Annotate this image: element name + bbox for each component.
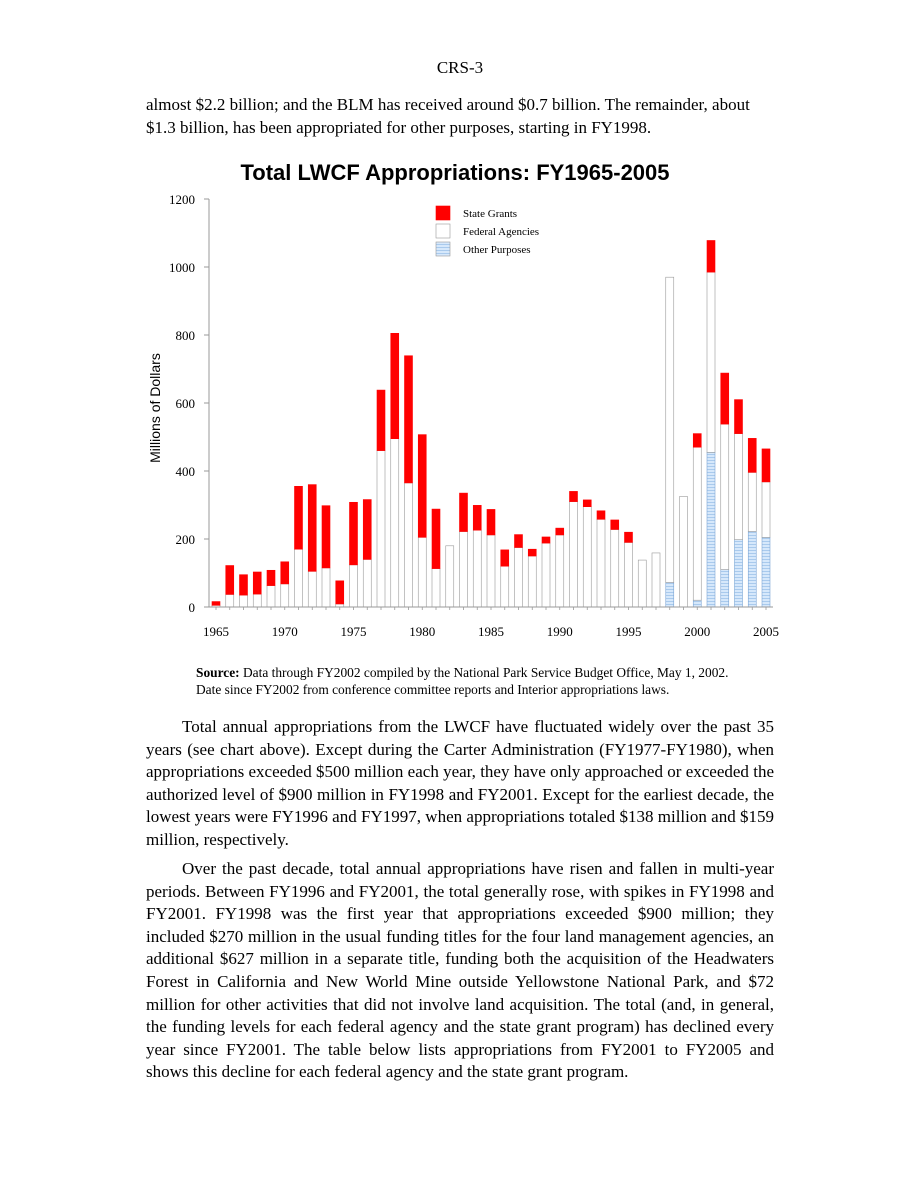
bar-federal-agencies-1992 bbox=[583, 507, 591, 607]
bar-state-grants-2003 bbox=[735, 400, 743, 434]
bar-other-purposes-2005 bbox=[762, 537, 770, 607]
bar-state-grants-1995 bbox=[625, 532, 633, 542]
bar-state-grants-1984 bbox=[473, 505, 481, 530]
y-tick-label: 200 bbox=[175, 532, 195, 547]
bar-federal-agencies-1979 bbox=[405, 483, 413, 607]
bar-state-grants-1990 bbox=[556, 528, 564, 535]
intro-paragraph: almost $2.2 billion; and the BLM has received around $0.7 billion. The remainder, about $1.3 billion, has been appropriated for other purposes, starting in FY1998. bbox=[146, 95, 750, 137]
chart-title: Total LWCF Appropriations: FY1965-2005 bbox=[240, 160, 670, 185]
bar-federal-agencies-1986 bbox=[501, 566, 509, 607]
bar-federal-agencies-1969 bbox=[267, 586, 275, 607]
bar-state-grants-2000 bbox=[693, 434, 701, 448]
bar-federal-agencies-1970 bbox=[281, 584, 289, 607]
bar-state-grants-1973 bbox=[322, 506, 330, 568]
bar-state-grants-1974 bbox=[336, 581, 344, 604]
x-tick-label: 1985 bbox=[478, 624, 504, 639]
bar-other-purposes-2003 bbox=[735, 540, 743, 607]
x-tick-label: 1965 bbox=[203, 624, 229, 639]
bar-state-grants-1969 bbox=[267, 570, 275, 585]
x-tick-label: 1995 bbox=[615, 624, 642, 639]
bar-state-grants-1992 bbox=[583, 500, 591, 507]
bar-federal-agencies-1982 bbox=[446, 546, 454, 607]
body-paragraph-1: Total annual appropriations from the LWCF have fluctuated widely over the past 35 years (see chart above). Except during the Carter Administration (FY1977-FY1980), when appropriations exceeded $500 million each year, they have only approached or exceeded the authorized level of $900 million in FY1998 and FY2001. Except for the earliest decade, the lowest years were FY1996 and FY1997, when appropriations totaled $138 million and $159 million, respectively. bbox=[146, 717, 774, 849]
bar-state-grants-1975 bbox=[350, 502, 358, 565]
bar-federal-agencies-2002 bbox=[721, 424, 729, 570]
bar-federal-agencies-1975 bbox=[350, 565, 358, 607]
bar-federal-agencies-2000 bbox=[693, 447, 701, 600]
bar-federal-agencies-1978 bbox=[391, 439, 399, 607]
x-tick-label: 1980 bbox=[409, 624, 436, 639]
y-tick-label: 1200 bbox=[169, 192, 195, 207]
bar-federal-agencies-1989 bbox=[542, 543, 550, 607]
bar-federal-agencies-1994 bbox=[611, 529, 619, 607]
legend-label-other-purposes: Other Purposes bbox=[463, 244, 531, 256]
x-tick-label: 1970 bbox=[271, 624, 298, 639]
y-tick-label: 800 bbox=[175, 328, 195, 343]
bar-state-grants-1985 bbox=[487, 509, 495, 535]
bar-federal-agencies-1998 bbox=[666, 277, 674, 582]
legend-swatch-state-grants bbox=[436, 206, 450, 220]
bar-state-grants-1981 bbox=[432, 509, 440, 568]
bar-state-grants-1989 bbox=[542, 537, 550, 543]
bar-state-grants-1986 bbox=[501, 550, 509, 566]
chart-source-note bbox=[196, 664, 756, 698]
page-header: CRS-3 bbox=[436, 58, 484, 77]
legend-label-state-grants: State Grants bbox=[463, 208, 518, 220]
bar-federal-agencies-1968 bbox=[253, 594, 261, 607]
bar-federal-agencies-1966 bbox=[226, 594, 234, 607]
source-label: Source: bbox=[196, 665, 240, 680]
bar-federal-agencies-1984 bbox=[473, 530, 481, 607]
bar-state-grants-1993 bbox=[597, 511, 605, 520]
x-tick-label: 2005 bbox=[753, 624, 779, 639]
bar-federal-agencies-1976 bbox=[363, 559, 371, 607]
bar-federal-agencies-2003 bbox=[735, 434, 743, 540]
body-paragraph-2: Over the past decade, total annual appropriations have risen and fallen in multi-year periods. Between FY1996 and FY2001, the total generally rose, with spikes in FY1998 and FY2001. FY1998 was the first year that appropriations exceeded $900 million; they included $270 million in the usual funding titles for the four land management agencies, an additional $627 million in a separate title, funding both the acquisition of the Headwaters Forest in California and New World Mine outside Yellowstone National Park, and $72 million for other activities that did not involve land acquisition. The total (and, in general, the funding levels for each federal agency and the state grant program) has declined every year since FY2001. The table below lists appropriations from FY2001 to FY2005 and shows this decline for each federal agency and the state grant program. bbox=[146, 859, 774, 1082]
bar-other-purposes-2001 bbox=[707, 452, 715, 607]
bar-other-purposes-2000 bbox=[693, 600, 701, 607]
x-tick-label: 1990 bbox=[546, 624, 573, 639]
bar-federal-agencies-1991 bbox=[570, 502, 578, 607]
bar-federal-agencies-1988 bbox=[528, 556, 536, 607]
bar-state-grants-1987 bbox=[515, 535, 523, 548]
legend-swatch-federal-agencies bbox=[436, 224, 450, 238]
bar-federal-agencies-1981 bbox=[432, 569, 440, 607]
y-axis-label: Millions of Dollars bbox=[147, 353, 163, 463]
bar-federal-agencies-1993 bbox=[597, 519, 605, 607]
bar-state-grants-1980 bbox=[418, 435, 426, 538]
bar-state-grants-2001 bbox=[707, 240, 715, 272]
bar-state-grants-1972 bbox=[308, 485, 316, 572]
bar-federal-agencies-1987 bbox=[515, 548, 523, 608]
bar-state-grants-1971 bbox=[295, 486, 303, 549]
bar-federal-agencies-1985 bbox=[487, 535, 495, 607]
bar-state-grants-2002 bbox=[721, 373, 729, 424]
bar-federal-agencies-1995 bbox=[625, 542, 633, 607]
bar-federal-agencies-1990 bbox=[556, 535, 564, 607]
bar-state-grants-2004 bbox=[748, 438, 756, 472]
bar-federal-agencies-1971 bbox=[295, 549, 303, 607]
y-tick-label: 0 bbox=[188, 600, 195, 615]
bar-federal-agencies-1977 bbox=[377, 451, 385, 607]
y-tick-label: 600 bbox=[175, 396, 195, 411]
bar-state-grants-1978 bbox=[391, 333, 399, 438]
bar-other-purposes-2004 bbox=[748, 532, 756, 607]
x-tick-label: 2000 bbox=[684, 624, 711, 639]
bar-federal-agencies-1997 bbox=[652, 553, 660, 607]
bar-state-grants-1967 bbox=[240, 575, 248, 595]
bar-state-grants-1966 bbox=[226, 566, 234, 595]
bar-other-purposes-1998 bbox=[666, 583, 674, 607]
bar-state-grants-1968 bbox=[253, 572, 261, 594]
bar-state-grants-1976 bbox=[363, 500, 371, 560]
legend-label-federal-agencies: Federal Agencies bbox=[463, 226, 540, 238]
bar-federal-agencies-1972 bbox=[308, 571, 316, 607]
x-tick-label: 1975 bbox=[340, 624, 367, 639]
bar-other-purposes-2002 bbox=[721, 570, 729, 607]
bar-state-grants-1994 bbox=[611, 520, 619, 530]
bar-federal-agencies-2001 bbox=[707, 272, 715, 452]
bar-federal-agencies-1996 bbox=[638, 560, 646, 607]
bar-federal-agencies-1983 bbox=[460, 532, 468, 607]
bar-federal-agencies-1999 bbox=[680, 497, 688, 608]
bar-federal-agencies-2005 bbox=[762, 482, 770, 537]
bar-state-grants-1991 bbox=[570, 491, 578, 501]
bar-state-grants-1970 bbox=[281, 562, 289, 584]
y-tick-label: 1000 bbox=[169, 260, 195, 275]
legend-swatch-other-purposes bbox=[436, 242, 450, 256]
bar-state-grants-1979 bbox=[405, 356, 413, 483]
bar-federal-agencies-2004 bbox=[748, 472, 756, 531]
bar-federal-agencies-1980 bbox=[418, 537, 426, 607]
bar-state-grants-1988 bbox=[528, 549, 536, 556]
bar-state-grants-2005 bbox=[762, 449, 770, 482]
bar-state-grants-1977 bbox=[377, 390, 385, 451]
source-text: Data through FY2002 compiled by the National Park Service Budget Office, May 1, 2002. Date since FY2002 from conference committee reports and Interior appropriations laws. bbox=[196, 665, 729, 697]
bar-federal-agencies-1973 bbox=[322, 568, 330, 607]
bar-state-grants-1965 bbox=[212, 602, 220, 606]
bar-state-grants-1983 bbox=[460, 493, 468, 531]
y-tick-label: 400 bbox=[175, 464, 195, 479]
bar-federal-agencies-1967 bbox=[240, 595, 248, 607]
